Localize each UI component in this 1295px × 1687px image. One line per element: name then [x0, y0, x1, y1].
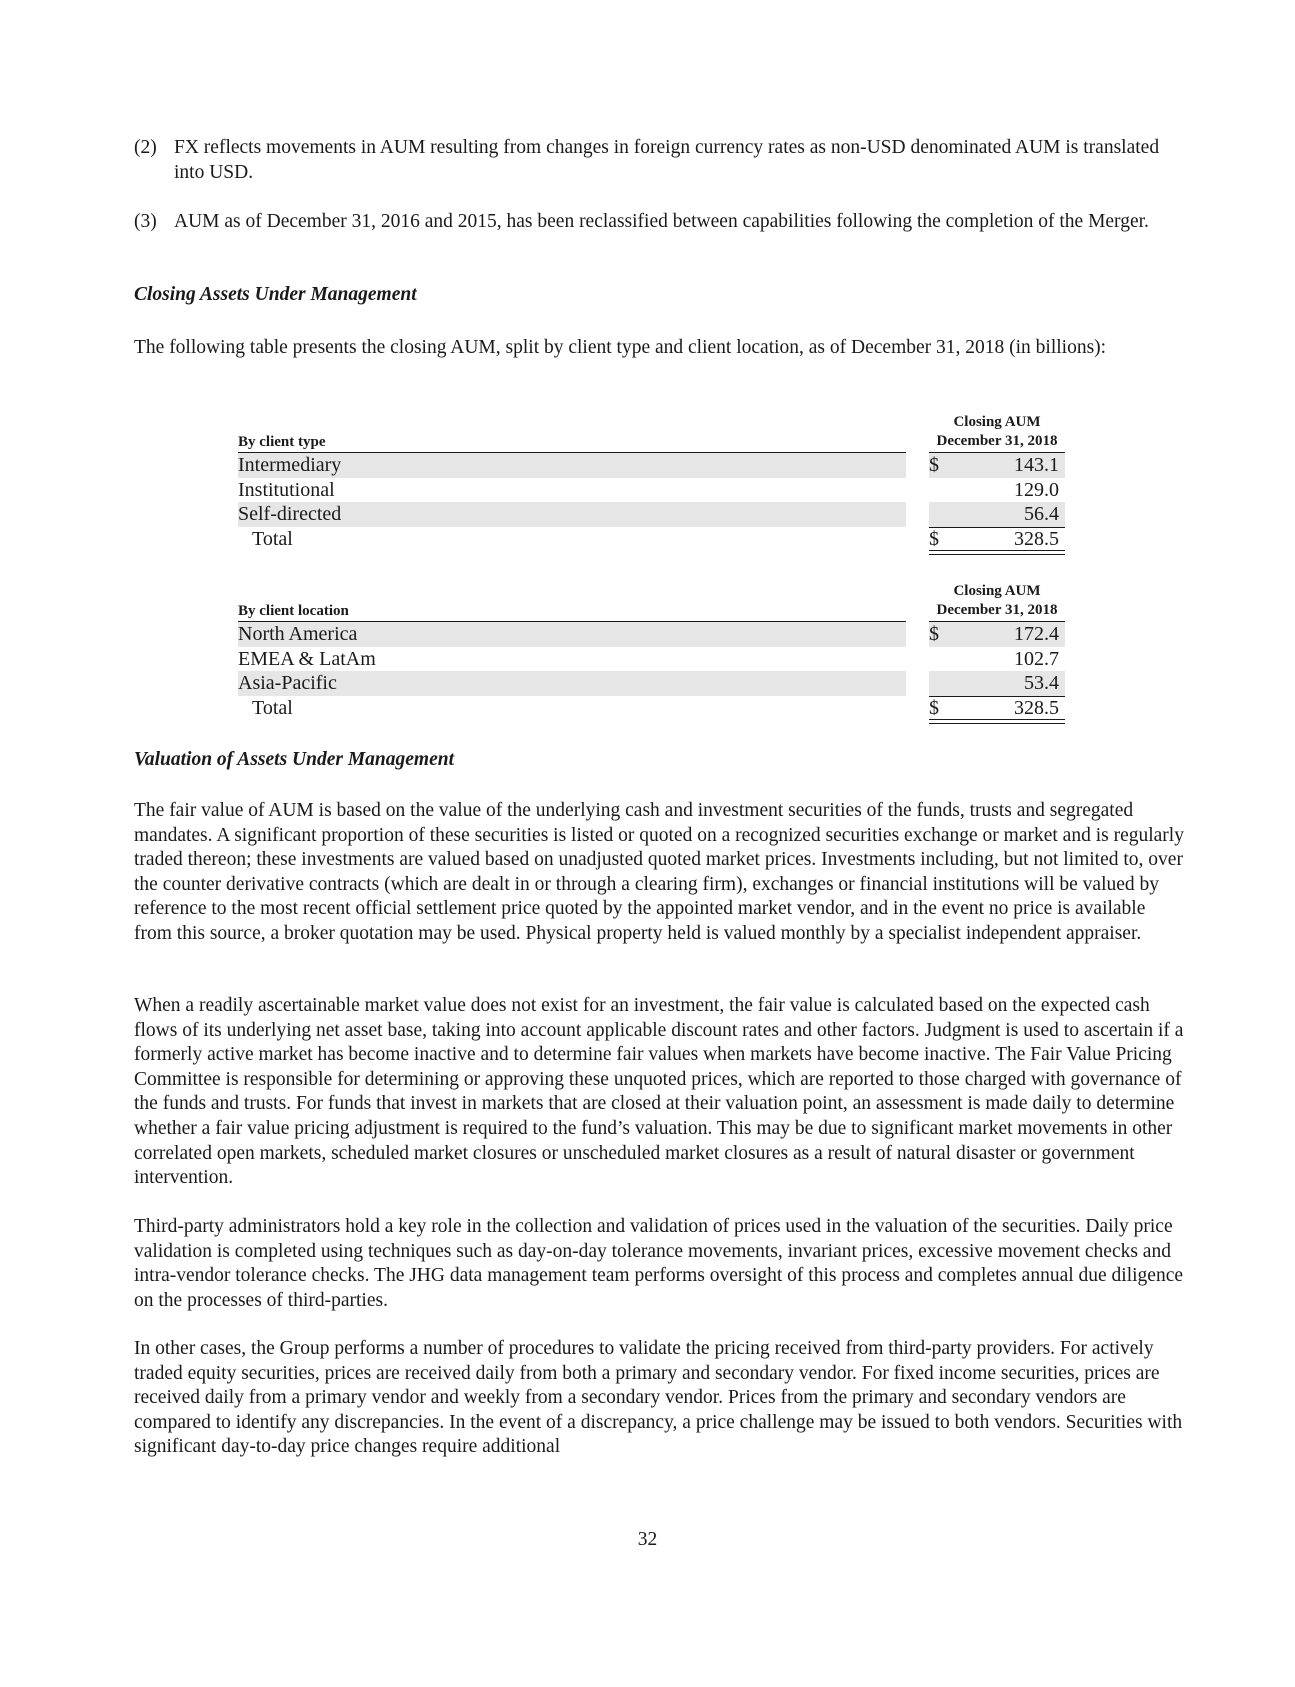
- section-heading-closing-aum: Closing Assets Under Management: [134, 284, 417, 305]
- paragraph-text: The fair value of AUM is based on the value of the underlying cash and investment securities of the funds, trusts and segregated mandates. A significant proportion of these securities is listed or quoted on a recognized securities exchange or market and is regularly traded thereon; these investments are valued based on unadjusted quoted market prices. Investments including, but not limited to, over the counter derivative contracts (which are dealt in or through a clearing firm), exchanges or financial institutions will be valued by reference to the most recent official settlement price quoted by the appointed market vendor, and in the event no price is available from this source, a broker quotation may be used. Physical property held is valued monthly by a specialist independent appraiser.: [134, 800, 1184, 944]
- row-label: Intermediary: [238, 454, 342, 476]
- row-label: Self-directed: [238, 503, 342, 525]
- section-heading-valuation-aum: Valuation of Assets Under Management: [134, 749, 454, 770]
- table-label: By client location: [238, 603, 906, 622]
- footnote-number: (3): [134, 211, 157, 232]
- valuation-paragraph-4: [134, 1337, 1184, 1460]
- row-value: 172.4: [1014, 623, 1059, 645]
- table-row: [238, 502, 1065, 527]
- row-value: 102.7: [1014, 647, 1059, 670]
- row-label: North America: [238, 623, 358, 645]
- currency-symbol: $: [929, 454, 939, 476]
- table-header: [238, 570, 1065, 622]
- row-label: Institutional: [238, 478, 335, 501]
- valuation-paragraph-1: [134, 799, 1184, 947]
- column-header-line-1: Closing AUM: [953, 414, 1041, 430]
- table-row-total: [238, 696, 1065, 721]
- table-row: [238, 647, 1065, 672]
- column-header: [929, 413, 1065, 453]
- row-value: 328.5: [1014, 527, 1059, 550]
- table-row: [238, 622, 1065, 647]
- row-value: 328.5: [1014, 696, 1059, 719]
- row-value: 56.4: [1024, 503, 1059, 525]
- row-value: 129.0: [1014, 478, 1059, 501]
- table-row: [238, 671, 1065, 696]
- row-label: EMEA & LatAm: [238, 647, 376, 670]
- column-header-line-1: Closing AUM: [953, 583, 1041, 599]
- currency-symbol: $: [929, 696, 939, 719]
- row-value: 53.4: [1024, 672, 1059, 694]
- footnote-3: [134, 209, 1174, 234]
- table-by-client-location: [238, 570, 1065, 720]
- currency-symbol: $: [929, 527, 939, 550]
- paragraph-text: In other cases, the Group performs a number of procedures to validate the pricing received from third-party providers. For actively traded equity securities, prices are received daily from both a primary and secondary vendor. For fixed income securities, prices are received daily from a primary vendor and weekly from a secondary vendor. Prices from the primary and secondary vendors are compared to identify any discrepancies. In the event of a discrepancy, a price challenge may be issued to both vendors. Securities with significant day-to-day price changes require additional: [134, 1338, 1183, 1458]
- row-value: 143.1: [1014, 454, 1059, 476]
- closing-intro-paragraph: [134, 336, 1184, 361]
- valuation-paragraph-2: [134, 994, 1184, 1191]
- paragraph-text: The following table presents the closing AUM, split by client type and client location, as of December 31, 2018 (in billions):: [134, 337, 1107, 358]
- footnote-text: AUM as of December 31, 2016 and 2015, has been reclassified between capabilities following the completion of the Merger.: [174, 211, 1149, 232]
- column-header-line-2: December 31, 2018: [936, 602, 1058, 618]
- table-row-total: [238, 527, 1065, 552]
- row-label: Total: [252, 696, 293, 719]
- footnote-number: (2): [134, 137, 157, 158]
- valuation-paragraph-3: [134, 1215, 1184, 1313]
- table-by-client-type: [238, 401, 1065, 551]
- table-row: [238, 453, 1065, 478]
- paragraph-text: Third-party administrators hold a key role in the collection and validation of prices used in the valuation of the securities. Daily price validation is completed using techniques such as day-on-day tolerance movements, invariant prices, excessive movement checks and intra-vendor tolerance checks. The JHG data management team performs oversight of this process and completes annual due diligence on the processes of third-parties.: [134, 1216, 1184, 1311]
- row-label: Total: [252, 527, 293, 550]
- table-header: [238, 401, 1065, 453]
- total-double-rule: [929, 719, 1065, 724]
- currency-symbol: $: [929, 623, 939, 645]
- column-header-line-2: December 31, 2018: [936, 433, 1058, 449]
- row-label: Asia-Pacific: [238, 672, 337, 694]
- total-double-rule: [929, 550, 1065, 555]
- paragraph-text: When a readily ascertainable market value does not exist for an investment, the fair value is calculated based on the expected cash flows of its underlying net asset base, taking into account applicable discount rates and other factors. Judgment is used to ascertain if a formerly active market has become inactive and to determine fair values when markets have become inactive. The Fair Value Pricing Committee is responsible for determining or approving these unquoted prices, which are reported to those charged with governance of the funds and trusts. For funds that invest in markets that are closed at their valuation point, an assessment is made daily to determine whether a fair value pricing adjustment is required to the fund’s valuation. This may be due to significant market movements in other correlated open markets, scheduled market closures or unscheduled market closures as a result of natural disaster or government intervention.: [134, 995, 1184, 1189]
- table-row: [238, 478, 1065, 503]
- column-header: [929, 582, 1065, 622]
- page-number: 32: [637, 1529, 658, 1550]
- footnote-text: FX reflects movements in AUM resulting from changes in foreign currency rates as non-USD denominated AUM is translated into USD.: [174, 137, 1160, 183]
- table-label: By client type: [238, 434, 906, 453]
- footnote-2: [134, 135, 1174, 185]
